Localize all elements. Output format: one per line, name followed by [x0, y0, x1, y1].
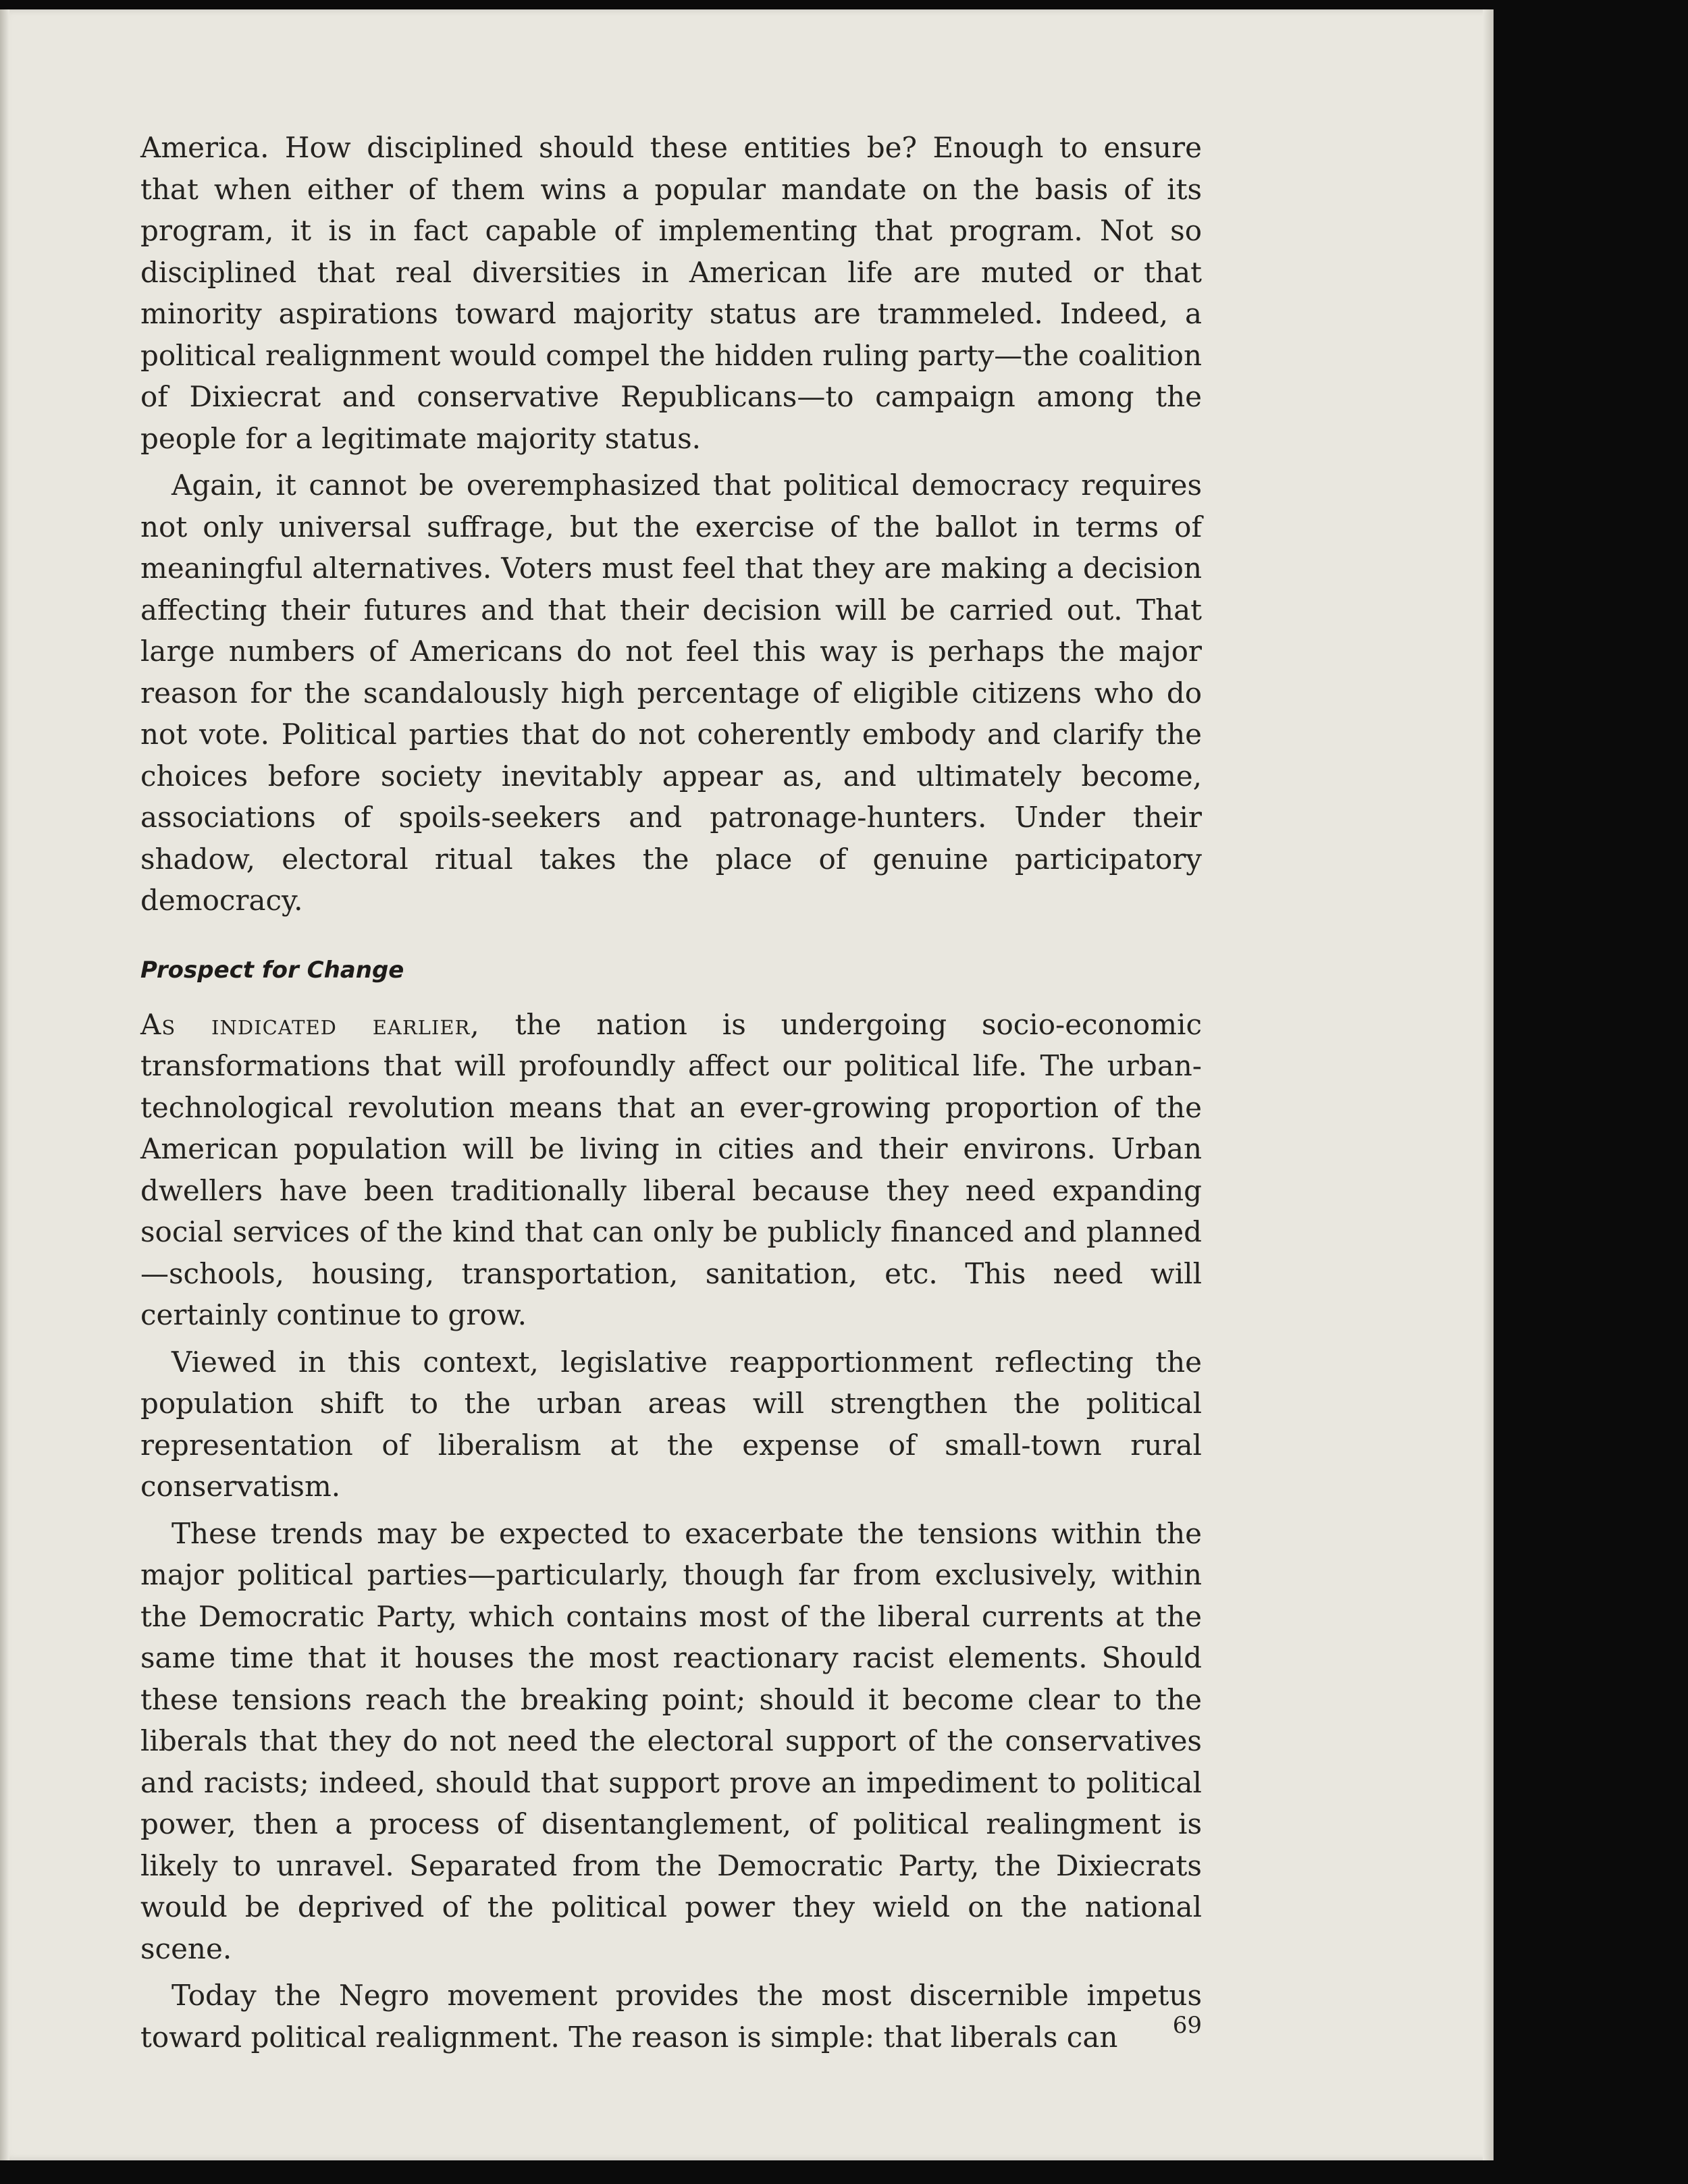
page-gutter-shadow: [0, 9, 9, 2160]
paragraph-2: Again, it cannot be overemphasized that political democracy requires not only universal suffrage, but the exercise of the ballot in terms of meaningful alternatives. Voters must feel that they are making a decision affecting their futures and that their decision will be carried out. That large numbers of Americans do not feel this way is perhaps the major reason for the scandalously high percentage of eligible citizens who do not vote. Political parties that do not coherently embody and clarify the choices before society inevitably appear as, and ultimately become, associations of spoils-seekers and patronage-hunters. Under their shadow, electoral ritual takes the place of genuine participatory democracy.: [140, 469, 1202, 917]
page-number: 69: [1172, 2012, 1202, 2039]
page-right-edge: [1483, 9, 1494, 2160]
body-text: [140, 127, 1202, 2058]
section-heading: Prospect for Change: [140, 956, 404, 984]
paragraph-6: Today the Negro movement provides the most discernible impetus toward political realignment. The reason is simple: that liberals can: [140, 1979, 1202, 2054]
paragraph-1: America. How disciplined should these entities be? Enough to ensure that when either of them wins a popular mandate on the basis of its program, it is in fact capable of implementing that program. Not so disciplined that real diversities in American life are muted or that minority aspirations toward majority status are trammeled. Indeed, a political realignment would compel the hidden ruling party—the coalition of Dixiecrat and conservative Republicans—to campaign among the people for a legitimate majority status.: [140, 131, 1202, 455]
paragraph-5: These trends may be expected to exacerbate the tensions within the major political parties—particularly, though far from exclusively, within the Democratic Party, which contains most of the liberal currents at the same time that it houses the most reactionary racist elements. Should these tensions reach the breaking point; should it become clear to the liberals that they do not need the electoral support of the conservatives and racists; indeed, should that support prove an impediment to political power, then a process of disentanglement, of political realingment is likely to unravel. Separated from the Democratic Party, the Dixiecrats would be deprived of the political power they wield on the national scene.: [140, 1516, 1202, 1965]
paragraph-3: [140, 1004, 1202, 1336]
paragraph-4: Viewed in this context, legislative reapportionment reflecting the population shift to the urban areas will strengthen the political representation of liberalism at the expense of small-town rural conservatism.: [140, 1345, 1202, 1503]
paragraph-3-lead-in: As indicated earlier,: [140, 1007, 480, 1041]
paragraph-3-body: the nation is undergoing socio-economic transformations that will profoundly affect our political life. The urban-technological revolution means that an ever-growing proportion of the American population will be living in cities and their environs. Urban dwellers have been traditionally liberal because they need expanding social services of the kind that can only be publicly financed and planned—schools, housing, transportation, sanitation, etc. This need will certainly continue to grow.: [140, 1007, 1202, 1331]
